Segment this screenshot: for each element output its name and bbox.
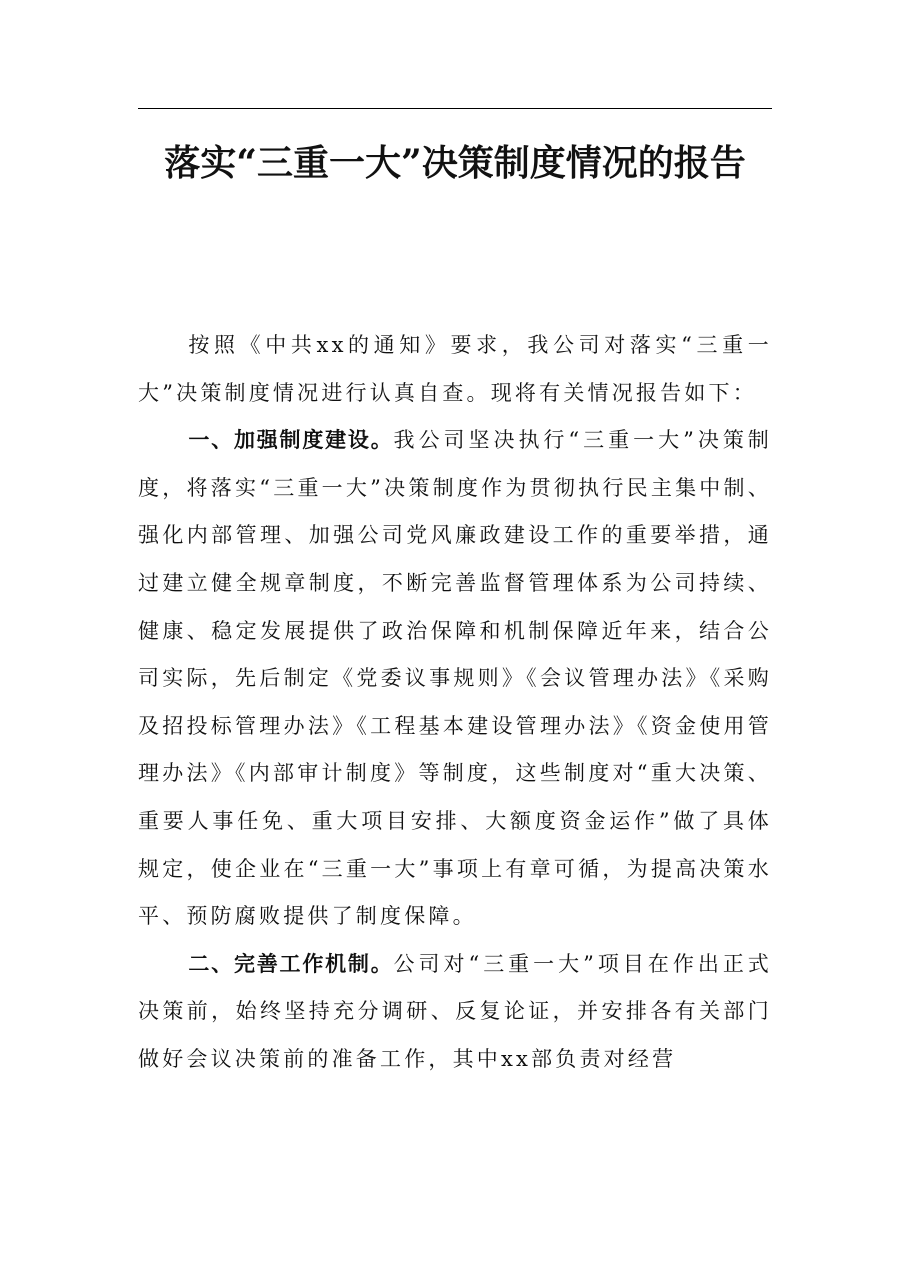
section-text-1: 我公司坚决执行“三重一大”决策制度，将落实“三重一大”决策制度作为贯彻执行民主集中制、强化内部管理、加强公司党风廉政建设工作的重要举措，通过建立健全规章制度，不断完善监督管理体系为公司持续、健康、稳定发展提供了政治保障和机制保障近年来，结合公司实际，先后制定《党委议事规则》《会议管理办法》《采购及招投标管理办法》《工程基本建设管理办法》《资金使用管理办法》《内部审计制度》等制度，这些制度对“重大决策、重要人事任免、重大项目安排、大额度资金运作”做了具体规定，使企业在“三重一大”事项上有章可循，为提高决策水平、预防腐败提供了制度保障。: [138, 428, 773, 929]
section-paragraph-2: [138, 941, 772, 1084]
document-body: [138, 322, 772, 1084]
document-title: 落实“三重一大”决策制度情况的报告: [164, 142, 746, 184]
section-heading-1: 一、加强制度建设。: [188, 428, 394, 453]
section-heading-2: 二、完善工作机制。: [188, 951, 394, 976]
section-paragraph-1: [138, 417, 772, 941]
header-rule: [138, 108, 772, 109]
intro-paragraph: 按照《中共xx的通知》要求，我公司对落实“三重一大”决策制度情况进行认真自查。现将有关情况报告如下：: [138, 333, 772, 405]
section-text-2: 公司对“三重一大”项目在作出正式决策前，始终坚持充分调研、反复论证，并安排各有关部门做好会议决策前的准备工作，其中xx部负责对经营: [138, 951, 773, 1071]
